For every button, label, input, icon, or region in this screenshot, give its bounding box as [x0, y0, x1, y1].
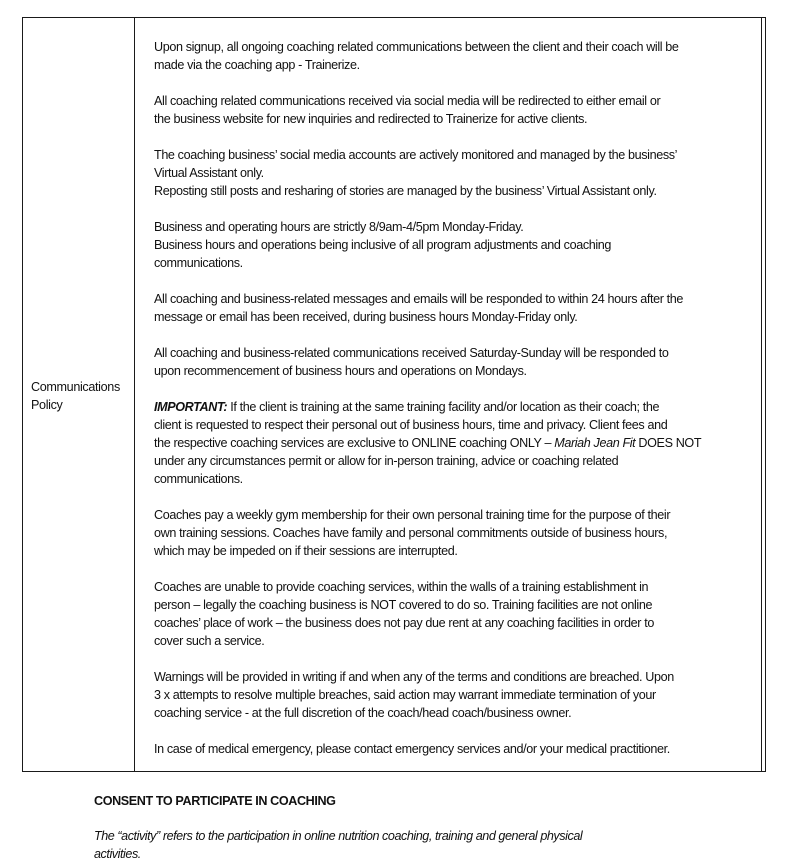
text-line: the business website for new inquiries and redirected to Trainerize for active clients.	[154, 112, 588, 126]
text-line: Business hours and operations being inclusive of all program adjustments and coaching	[154, 238, 612, 252]
consent-heading: CONSENT TO PARTICIPATE IN COACHING	[94, 794, 336, 808]
text-line: Warnings will be provided in writing if and when any of the terms and conditions are breached. Upon	[154, 670, 674, 684]
important-text: DOES NOT	[635, 436, 702, 450]
policy-paragraph-virtual-assistant	[154, 146, 769, 200]
policy-content-cell	[154, 38, 769, 758]
text-line: Upon signup, all ongoing coaching related communications between the client and their coach will be	[154, 40, 679, 54]
text-line: Virtual Assistant only.	[154, 166, 264, 180]
consent-activity-definition	[94, 827, 694, 863]
policy-paragraph-social-media	[154, 92, 769, 128]
text-line	[154, 398, 769, 416]
policy-paragraph-business-hours	[154, 218, 769, 272]
text-line: coaches’ place of work – the business does not pay due rent at any coaching facilities in order to	[154, 616, 654, 630]
policy-paragraph-response-time	[154, 290, 769, 326]
policy-label-line2: Policy	[31, 398, 63, 412]
text-line: own training sessions. Coaches have family and personal commitments outside of business hours,	[154, 526, 668, 540]
policy-paragraph-gym-membership	[154, 506, 769, 560]
text-line: upon recommencement of business hours and operations on Mondays.	[154, 364, 527, 378]
important-label: IMPORTANT:	[154, 400, 228, 414]
brand-name: Mariah Jean Fit	[554, 436, 636, 450]
text-line: client is requested to respect their personal out of business hours, time and privacy. Client fees and	[154, 418, 668, 432]
policy-paragraph-in-person	[154, 578, 769, 650]
text-line: which may be impeded on if their sessions are interrupted.	[154, 544, 458, 558]
text-line: Business and operating hours are strictly 8/9am-4/5pm Monday-Friday.	[154, 220, 524, 234]
text-line: All coaching related communications received via social media will be redirected to either email or	[154, 94, 661, 108]
text-line: message or email has been received, during business hours Monday-Friday only.	[154, 310, 578, 324]
policy-label-line1: Communications	[31, 380, 120, 394]
text-line: communications.	[154, 256, 243, 270]
policy-paragraph-weekend	[154, 344, 769, 380]
text-line	[154, 434, 769, 452]
text-line: All coaching and business-related messages and emails will be responded to within 24 hours after the	[154, 292, 684, 306]
important-text: If the client is training at the same training facility and/or location as their coach; the	[227, 400, 660, 414]
text-line: Reposting still posts and resharing of stories are managed by the business’ Virtual Assistant only.	[154, 184, 657, 198]
policy-paragraph-app	[154, 38, 769, 74]
policy-label-cell	[31, 378, 135, 414]
communications-policy-table	[22, 17, 766, 772]
text-line: Coaches are unable to provide coaching services, within the walls of a training establishment in	[154, 580, 649, 594]
text-line: under any circumstances permit or allow for in-person training, advice or coaching related	[154, 454, 619, 468]
text-line: Coaches pay a weekly gym membership for their own personal training time for the purpose of their	[154, 508, 671, 522]
policy-paragraph-important	[154, 398, 769, 488]
text-line: In case of medical emergency, please contact emergency services and/or your medical practitioner.	[154, 742, 670, 756]
text-line: communications.	[154, 472, 243, 486]
text-line: The coaching business’ social media accounts are actively monitored and managed by the business’	[154, 148, 678, 162]
text-line: coaching service - at the full discretion of the coach/head coach/business owner.	[154, 706, 572, 720]
text-line: activities.	[94, 847, 141, 861]
text-line: made via the coaching app - Trainerize.	[154, 58, 360, 72]
policy-paragraph-emergency	[154, 740, 769, 758]
policy-paragraph-warnings	[154, 668, 769, 722]
text-line: cover such a service.	[154, 634, 265, 648]
important-text: the respective coaching services are exclusive to ONLINE coaching ONLY –	[154, 436, 555, 450]
text-line: 3 x attempts to resolve multiple breaches, said action may warrant immediate termination of your	[154, 688, 656, 702]
text-line: All coaching and business-related communications received Saturday-Sunday will be responded to	[154, 346, 669, 360]
text-line: person – legally the coaching business is NOT covered to do so. Training facilities are not online	[154, 598, 653, 612]
text-line: The “activity” refers to the participation in online nutrition coaching, training and general physical	[94, 829, 583, 843]
